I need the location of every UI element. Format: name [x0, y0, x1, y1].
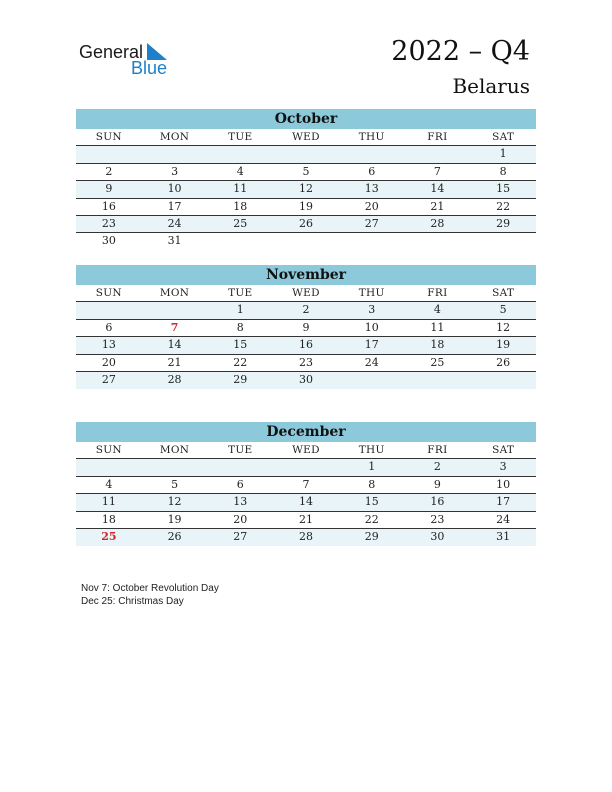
day-cell: 3 [368, 303, 376, 317]
weekday-header-row [76, 129, 536, 146]
day-cell: 14 [167, 338, 182, 352]
day-cell: 22 [496, 199, 511, 213]
day-cell: 20 [364, 199, 379, 213]
day-cell: 20 [101, 355, 116, 369]
weekday-label: TUE [228, 444, 253, 456]
empty-day-cell [470, 233, 536, 250]
weekday-label: WED [292, 444, 320, 456]
empty-day-cell [76, 302, 142, 318]
week-row [76, 164, 536, 181]
day-cell: 8 [368, 477, 376, 491]
day-cell: 24 [167, 216, 182, 230]
day-cell: 18 [233, 199, 248, 213]
empty-day-cell [76, 459, 142, 475]
empty-day-cell [207, 146, 273, 162]
logo-word-general: General [79, 42, 144, 62]
day-cell: 19 [167, 512, 182, 526]
day-cell: 1 [236, 303, 244, 317]
day-cell: 1 [499, 147, 507, 161]
week-row [76, 459, 536, 476]
day-cell: 23 [298, 355, 313, 369]
day-cell: 28 [167, 372, 182, 386]
day-cell: 25 [101, 529, 117, 543]
weekday-label: SAT [492, 131, 515, 143]
day-cell: 8 [236, 320, 244, 334]
week-row [76, 233, 536, 250]
day-cell: 13 [233, 495, 248, 509]
day-cell: 12 [496, 320, 511, 334]
week-row [76, 372, 536, 389]
day-cell: 4 [433, 303, 441, 317]
weekday-label: FRI [427, 444, 448, 456]
day-cell: 12 [167, 495, 182, 509]
weekday-label: SAT [492, 287, 515, 299]
empty-day-cell [470, 372, 536, 389]
week-row [76, 320, 536, 337]
empty-day-cell [339, 233, 405, 250]
general-blue-logo [79, 42, 179, 82]
day-cell: 14 [298, 495, 313, 509]
day-cell: 11 [233, 182, 248, 196]
day-cell: 9 [302, 320, 310, 334]
day-cell: 20 [233, 512, 248, 526]
day-cell: 11 [101, 495, 116, 509]
day-cell: 10 [167, 182, 182, 196]
day-cell: 29 [233, 372, 248, 386]
weekday-header-row [76, 285, 536, 302]
day-cell: 16 [101, 199, 116, 213]
day-cell: 28 [298, 529, 313, 543]
day-cell: 26 [298, 216, 313, 230]
empty-day-cell [207, 233, 273, 250]
day-cell: 25 [430, 355, 445, 369]
logo-word-blue: Blue [131, 58, 168, 78]
day-cell: 27 [101, 372, 116, 386]
empty-day-cell [405, 146, 471, 162]
day-cell: 27 [233, 529, 248, 543]
day-cell: 18 [430, 338, 445, 352]
week-row [76, 512, 536, 529]
day-cell: 11 [430, 320, 445, 334]
empty-day-cell [76, 146, 142, 162]
empty-day-cell [142, 302, 208, 318]
day-cell: 6 [368, 164, 376, 178]
day-cell: 26 [167, 529, 182, 543]
day-cell: 17 [364, 338, 379, 352]
weekday-label: MON [159, 131, 190, 143]
day-cell: 8 [499, 164, 507, 178]
day-cell: 17 [496, 495, 511, 509]
day-cell: 22 [233, 355, 248, 369]
day-cell: 15 [364, 495, 379, 509]
day-cell: 3 [171, 164, 179, 178]
day-cell: 17 [167, 199, 182, 213]
day-cell: 6 [105, 320, 113, 334]
day-cell: 2 [105, 164, 113, 178]
month-title: November [76, 265, 536, 285]
day-cell: 7 [302, 477, 310, 491]
empty-day-cell [339, 372, 405, 389]
week-row [76, 146, 536, 163]
holiday-note: Dec 25: Christmas Day [81, 596, 184, 607]
day-cell: 9 [105, 182, 113, 196]
day-cell: 16 [430, 495, 445, 509]
empty-day-cell [339, 146, 405, 162]
week-row [76, 181, 536, 198]
day-cell: 10 [364, 320, 379, 334]
weekday-label: THU [358, 287, 385, 299]
day-cell: 19 [298, 199, 313, 213]
day-cell: 30 [298, 372, 313, 386]
day-cell: 12 [298, 182, 313, 196]
day-cell: 10 [496, 477, 511, 491]
day-cell: 29 [364, 529, 379, 543]
week-row [76, 355, 536, 372]
weekday-label: THU [358, 131, 385, 143]
day-cell: 1 [368, 460, 376, 474]
weekday-header-row [76, 442, 536, 459]
day-cell: 23 [430, 512, 445, 526]
empty-day-cell [207, 459, 273, 475]
day-cell: 5 [302, 164, 310, 178]
day-cell: 15 [233, 338, 248, 352]
holiday-notes [81, 582, 219, 608]
month-october [76, 109, 536, 251]
page-title: 2022 – Q4 [391, 36, 530, 67]
day-cell: 21 [167, 355, 182, 369]
day-cell: 31 [167, 234, 182, 248]
month-december [76, 422, 536, 546]
day-cell: 24 [496, 512, 511, 526]
week-row [76, 494, 536, 511]
weekday-label: SAT [492, 444, 515, 456]
day-cell: 22 [364, 512, 379, 526]
day-cell: 2 [433, 460, 441, 474]
weekday-label: WED [292, 287, 320, 299]
day-cell: 3 [499, 460, 507, 474]
weekday-label: SUN [95, 131, 122, 143]
weekday-label: MON [159, 287, 190, 299]
day-cell: 5 [171, 477, 179, 491]
empty-day-cell [142, 146, 208, 162]
day-cell: 30 [101, 234, 116, 248]
day-cell: 13 [364, 182, 379, 196]
day-cell: 7 [170, 320, 179, 334]
weekday-label: WED [292, 131, 320, 143]
day-cell: 5 [499, 303, 507, 317]
day-cell: 9 [433, 477, 441, 491]
day-cell: 14 [430, 182, 445, 196]
day-cell: 24 [364, 355, 379, 369]
empty-day-cell [405, 372, 471, 389]
week-row [76, 529, 536, 546]
empty-day-cell [273, 233, 339, 250]
weekday-label: FRI [427, 131, 448, 143]
day-cell: 27 [364, 216, 379, 230]
week-row [76, 216, 536, 233]
empty-day-cell [142, 459, 208, 475]
month-title: October [76, 109, 536, 129]
weekday-label: SUN [95, 444, 122, 456]
day-cell: 16 [298, 338, 313, 352]
holiday-note: Nov 7: October Revolution Day [81, 583, 219, 594]
day-cell: 23 [101, 216, 116, 230]
week-row [76, 337, 536, 354]
day-cell: 19 [496, 338, 511, 352]
day-cell: 7 [433, 164, 441, 178]
day-cell: 28 [430, 216, 445, 230]
day-cell: 30 [430, 529, 445, 543]
day-cell: 25 [233, 216, 248, 230]
weekday-label: TUE [228, 131, 253, 143]
day-cell: 13 [101, 338, 116, 352]
day-cell: 4 [236, 164, 244, 178]
weekday-label: THU [358, 444, 385, 456]
day-cell: 21 [298, 512, 313, 526]
day-cell: 26 [496, 355, 511, 369]
day-cell: 2 [302, 303, 310, 317]
empty-day-cell [273, 146, 339, 162]
day-cell: 18 [101, 512, 116, 526]
day-cell: 15 [496, 182, 511, 196]
month-november [76, 265, 536, 389]
week-row [76, 199, 536, 216]
week-row [76, 302, 536, 319]
month-title: December [76, 422, 536, 442]
week-row [76, 477, 536, 494]
weekday-label: MON [159, 444, 190, 456]
day-cell: 21 [430, 199, 445, 213]
empty-day-cell [273, 459, 339, 475]
country-name: Belarus [452, 74, 530, 98]
day-cell: 4 [105, 477, 113, 491]
day-cell: 29 [496, 216, 511, 230]
weekday-label: SUN [95, 287, 122, 299]
weekday-label: TUE [228, 287, 253, 299]
weekday-label: FRI [427, 287, 448, 299]
day-cell: 31 [496, 529, 511, 543]
empty-day-cell [405, 233, 471, 250]
day-cell: 6 [236, 477, 244, 491]
